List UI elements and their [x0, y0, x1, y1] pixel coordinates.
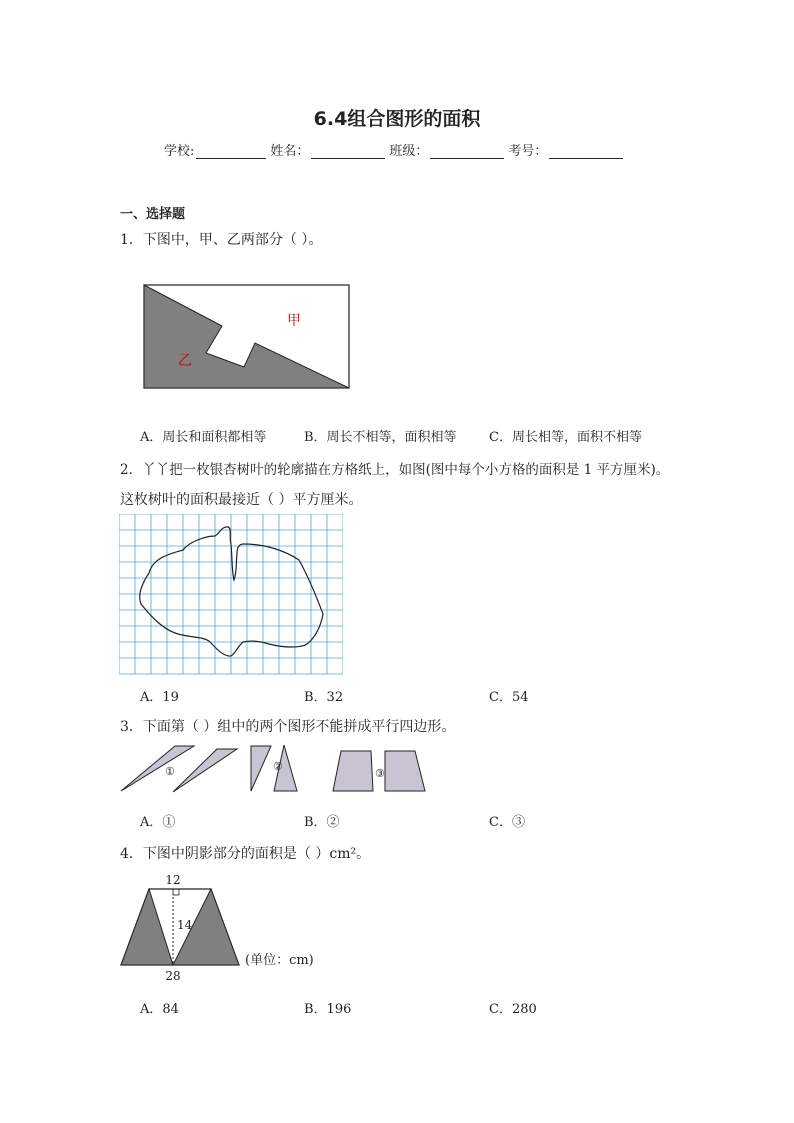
name-label: 姓名：	[270, 144, 310, 159]
q1-option-c[interactable]: C．周长相等，面积不相等	[489, 430, 642, 445]
q3-figures	[119, 743, 429, 795]
q4-height-label: 14	[177, 918, 193, 932]
school-label: 学校:	[164, 144, 195, 159]
class-label: 班级：	[389, 144, 429, 159]
section-heading: 一、选择题	[120, 207, 186, 222]
q1-option-a[interactable]: A．周长和面积都相等	[140, 430, 267, 445]
q1-figure	[142, 283, 352, 391]
student-info-line	[164, 140, 627, 159]
q1-label-jia: 甲	[287, 313, 301, 329]
q3-group3-mark: ③	[375, 767, 385, 780]
q2-option-c[interactable]: C．54	[489, 690, 529, 705]
q3-group1-triangle-b	[173, 749, 237, 792]
q4-trapezoid-figure	[119, 871, 339, 983]
name-blank[interactable]	[311, 146, 385, 159]
q4-option-a[interactable]: A．84	[140, 1002, 179, 1017]
q2-text-line2: 这枚树叶的面积最接近（ ）平方厘米。	[120, 492, 363, 508]
q1-label-yi: 乙	[178, 353, 192, 369]
school-blank[interactable]	[196, 146, 266, 159]
q3-text: 3．下面第（ ）组中的两个图形不能拼成平行四边形。	[120, 719, 456, 735]
q4-unit-note: (单位：cm)	[245, 953, 314, 968]
q3-group2-mark: ②	[273, 760, 283, 773]
q4-option-b[interactable]: B．196	[304, 1002, 352, 1017]
q3-group1-mark: ①	[165, 765, 175, 778]
q2-grid-figure	[119, 514, 343, 676]
q1-text: 1．下图中，甲、乙两部分（ ）。	[120, 232, 323, 248]
q4-text: 4．下图中阴影部分的面积是（ ）cm²。	[120, 846, 371, 862]
q1-option-b[interactable]: B．周长不相等，面积相等	[304, 430, 457, 445]
q4-bottom-length: 28	[165, 969, 181, 983]
q3-group3-trapezoid-a	[333, 751, 373, 791]
q3-option-b[interactable]: B．②	[304, 815, 340, 830]
q3-group3-trapezoid-b	[385, 751, 425, 791]
q3-option-a[interactable]: A．①	[140, 815, 176, 830]
q3-group2-triangle-a	[251, 746, 271, 791]
q2-grid-lines	[119, 514, 343, 674]
q4-option-c[interactable]: C．280	[489, 1002, 537, 1017]
exam-no-blank[interactable]	[549, 146, 623, 159]
q2-text-line1: 2．丫丫把一枚银杏树叶的轮廓描在方格纸上，如图(图中每个小方格的面积是 1 平方厘米)。	[120, 462, 670, 478]
page-title: 6.4组合图形的面积	[313, 108, 481, 130]
q4-top-length: 12	[165, 873, 181, 887]
q3-option-c[interactable]: C．③	[489, 815, 525, 830]
q2-option-b[interactable]: B．32	[304, 690, 344, 705]
class-blank[interactable]	[430, 146, 504, 159]
q2-option-a[interactable]: A．19	[140, 690, 179, 705]
exam-no-label: 考号：	[508, 144, 548, 159]
